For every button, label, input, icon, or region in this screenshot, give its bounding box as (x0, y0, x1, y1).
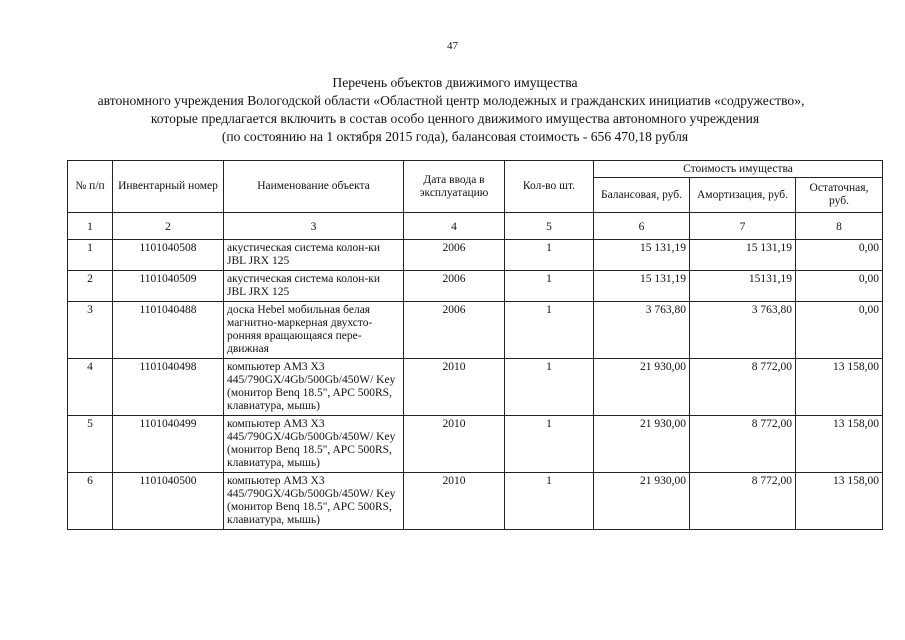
object-name: акустическая система колон-ки JBL JRX 125 (224, 240, 404, 271)
header-inventory: Инвентарный номер (113, 161, 224, 213)
row-number: 4 (68, 359, 113, 416)
property-table (67, 160, 883, 530)
quantity: 1 (505, 302, 594, 359)
object-name: компьютер AM3 X3 445/790GX/4Gb/500Gb/450W/ Key (монитор Benq 18.5", APC 500RS, клавиатура, мышь) (224, 473, 404, 530)
table-row (68, 240, 883, 271)
header-balance: Балансовая, руб. (594, 178, 690, 213)
column-number: 2 (113, 213, 224, 240)
column-number: 8 (796, 213, 883, 240)
page-number: 47 (447, 40, 458, 52)
column-number-row (68, 213, 883, 240)
quantity: 1 (505, 271, 594, 302)
balance-value: 15 131,19 (594, 240, 690, 271)
table-row (68, 416, 883, 473)
commission-date: 2010 (404, 473, 505, 530)
table-row (68, 271, 883, 302)
commission-date: 2010 (404, 359, 505, 416)
quantity: 1 (505, 240, 594, 271)
table-row (68, 473, 883, 530)
title-line: Перечень объектов движимого имущества (332, 75, 578, 90)
residual-value: 0,00 (796, 271, 883, 302)
amortization-value: 15131,19 (690, 271, 796, 302)
balance-value: 21 930,00 (594, 416, 690, 473)
table-row (68, 359, 883, 416)
header-name: Наименование объекта (224, 161, 404, 213)
amortization-value: 3 763,80 (690, 302, 796, 359)
object-name: доска Hebel мобильная белая магнитно-маркерная двухсто-ронняя вращающаяся пере-движная (224, 302, 404, 359)
quantity: 1 (505, 359, 594, 416)
column-number: 1 (68, 213, 113, 240)
column-number: 6 (594, 213, 690, 240)
row-number: 2 (68, 271, 113, 302)
header-date: Дата ввода в эксплуатацию (404, 161, 505, 213)
quantity: 1 (505, 473, 594, 530)
amortization-value: 8 772,00 (690, 416, 796, 473)
inventory-number: 1101040498 (113, 359, 224, 416)
title-line: автономного учреждения Вологодской области «Областной центр молодежных и гражданских инициатив «содружество», (97, 93, 805, 108)
balance-value: 21 930,00 (594, 473, 690, 530)
amortization-value: 15 131,19 (690, 240, 796, 271)
amortization-value: 8 772,00 (690, 473, 796, 530)
table-row (68, 302, 883, 359)
commission-date: 2006 (404, 302, 505, 359)
row-number: 5 (68, 416, 113, 473)
balance-value: 3 763,80 (594, 302, 690, 359)
commission-date: 2006 (404, 240, 505, 271)
object-name: компьютер AM3 X3 445/790GX/4Gb/500Gb/450W/ Key (монитор Benq 18.5", APC 500RS, клавиатура, мышь) (224, 416, 404, 473)
balance-value: 21 930,00 (594, 359, 690, 416)
residual-value: 13 158,00 (796, 416, 883, 473)
column-number: 4 (404, 213, 505, 240)
inventory-number: 1101040488 (113, 302, 224, 359)
header-residual: Остаточная, руб. (796, 178, 883, 213)
inventory-number: 1101040509 (113, 271, 224, 302)
balance-value: 15 131,19 (594, 271, 690, 302)
title-line: (по состоянию на 1 октября 2015 года), балансовая стоимость - 656 470,18 рубля (221, 129, 689, 144)
commission-date: 2006 (404, 271, 505, 302)
inventory-number: 1101040499 (113, 416, 224, 473)
amortization-value: 8 772,00 (690, 359, 796, 416)
inventory-number: 1101040508 (113, 240, 224, 271)
header-num: № п/п (68, 161, 113, 213)
object-name: компьютер AM3 X3 445/790GX/4Gb/500Gb/450W/ Key (монитор Benq 18.5", APC 500RS, клавиатура, мышь) (224, 359, 404, 416)
column-number: 7 (690, 213, 796, 240)
residual-value: 13 158,00 (796, 359, 883, 416)
commission-date: 2010 (404, 416, 505, 473)
inventory-number: 1101040500 (113, 473, 224, 530)
column-number: 5 (505, 213, 594, 240)
header-amortization: Амортизация, руб. (690, 178, 796, 213)
document-title (40, 74, 870, 146)
column-number: 3 (224, 213, 404, 240)
residual-value: 0,00 (796, 240, 883, 271)
object-name: акустическая система колон-ки JBL JRX 125 (224, 271, 404, 302)
row-number: 6 (68, 473, 113, 530)
quantity: 1 (505, 416, 594, 473)
residual-value: 0,00 (796, 302, 883, 359)
header-qty: Кол-во шт. (505, 161, 594, 213)
row-number: 1 (68, 240, 113, 271)
residual-value: 13 158,00 (796, 473, 883, 530)
header-cost: Стоимость имущества (594, 161, 883, 178)
row-number: 3 (68, 302, 113, 359)
title-line: которые предлагается включить в состав особо ценного движимого имущества автономного учреждения (150, 111, 760, 126)
